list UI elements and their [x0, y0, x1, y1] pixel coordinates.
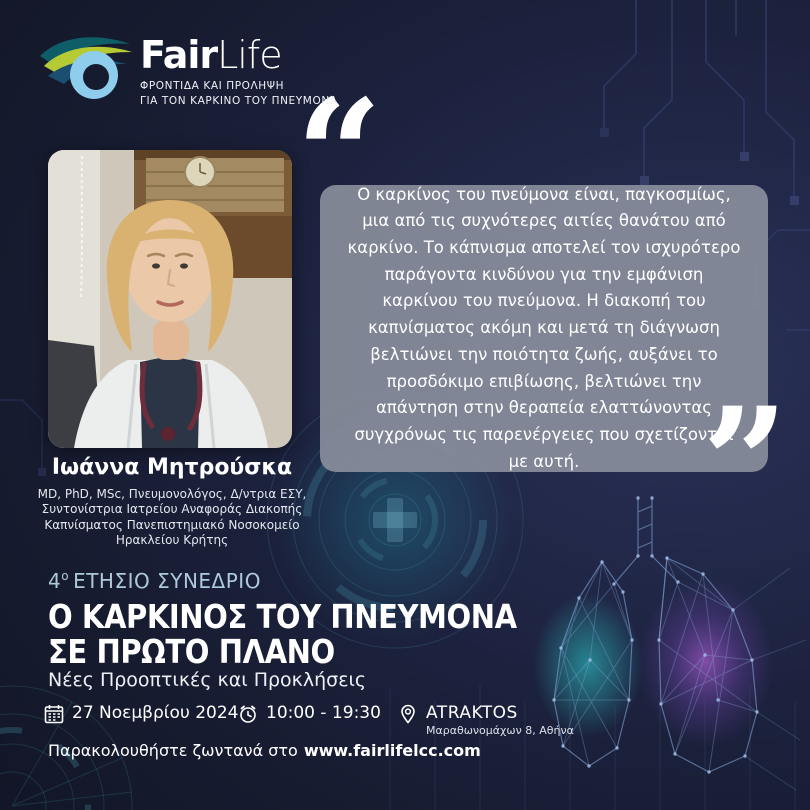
speaker-name: Ιωάννα Μητρούσκα: [51, 455, 293, 480]
event-date: [44, 703, 238, 724]
speaker-photo: [48, 150, 292, 448]
badge-superscript: ο: [61, 569, 70, 584]
quote-text: Ο καρκίνος του πνεύμονα είναι, παγκοσμίως, μια από τις συχνότερες αιτίες θανάτου από καρκίνο. Το κάπνισμα αποτελεί τον ισχυρότερο παράγοντα κινδύνου για την εμφάνιση καρκίνου του πνεύμονα. Η διακοπή του καπνίσματος ακόμη και μετά τη διάγνωση βελτιώνει την ποιότητα ζωής, αυξάνει το προσδόκιμο επιβίωσης, βελτιώνει την απάντηση στην θεραπεία ελαττώνοντας συγχρόνως τις παρενέργειες που σχετίζονται με αυτή.: [347, 184, 741, 471]
time-text: 10:00 - 19:30: [266, 703, 381, 723]
venue-name: ATRAKTOS: [426, 703, 518, 723]
venue-block: [426, 703, 574, 737]
credentials-line: MD, PhD, MSc, Πνευμονολόγος, Δ/ντρια ΕΣΥ,: [37, 487, 307, 501]
date-text: 27 Νοεμβρίου 2024: [72, 703, 239, 723]
credentials-line: Ηρακλείου Κρήτης: [115, 533, 229, 548]
event-title-line2: ΣΕ ΠΡΩΤΟ ΠΛΑΝΟ: [48, 632, 335, 671]
quote-card: [320, 185, 768, 472]
watch-live-text: Παρακολουθήστε ζωντανά στο: [48, 741, 298, 760]
alarm-clock-icon: [238, 704, 258, 724]
venue-address: Μαραθωνομάχων 8, Αθήνα: [426, 724, 574, 737]
event-venue: [398, 703, 574, 737]
brand-name: FairLife: [140, 33, 282, 77]
close-quote-icon: ”: [702, 375, 789, 551]
credentials-line: Καπνίσματος Πανεπιστημιακό Νοσοκομείο: [44, 517, 300, 532]
map-pin-icon: [398, 704, 418, 724]
speaker-credentials: [22, 487, 322, 548]
fairlife-logo-icon: [38, 30, 134, 102]
conference-badge: $4^o$ ΕΤΗΣΙΟ ΣΥΝΕΔΡΙΟ: [48, 569, 261, 593]
event-title-line1: Ο ΚΑΡΚΙΝΟΣ ΤΟΥ ΠΝΕΥΜΟΝΑ: [48, 597, 517, 636]
fairlife-logo: [38, 30, 338, 108]
open-quote-icon: “: [296, 67, 383, 243]
website-url: www.fairlifelcc.com: [303, 741, 481, 760]
logo-text: [140, 30, 338, 108]
calendar-icon: [44, 704, 64, 724]
watch-live-banner: [48, 741, 481, 760]
credentials-line: Συντονίστρια Ιατρείου Αναφοράς Διακοπής: [41, 502, 303, 517]
speaker-photo-illustration: [48, 150, 292, 448]
logo-tagline: ΦΡΟΝΤΙΔΑ ΚΑΙ ΠΡΟΛΗΨΗ ΓΙΑ ΤΟΝ ΚΑΡΚΙΝΟ ΤΟΥ ΠΝΕΥΜΟΝΑ: [140, 80, 338, 107]
event-time: [238, 703, 381, 724]
event-subtitle: Νέες Προοπτικές και Προκλήσεις: [48, 669, 367, 691]
